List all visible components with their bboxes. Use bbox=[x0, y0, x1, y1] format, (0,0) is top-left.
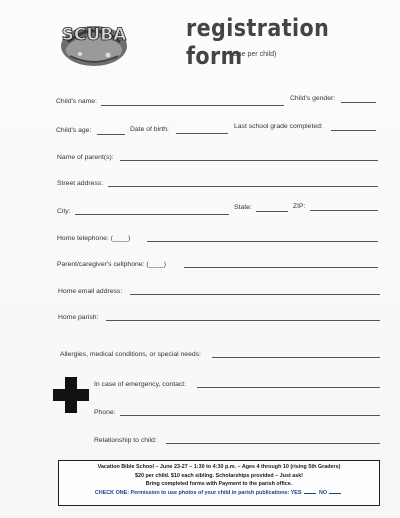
event-info-box bbox=[58, 460, 380, 506]
svg-text:SCUBA: SCUBA bbox=[61, 25, 127, 45]
parent-names-field[interactable] bbox=[120, 160, 378, 161]
child-gender-label: Child's gender: bbox=[290, 95, 336, 102]
city-field[interactable] bbox=[75, 214, 229, 215]
home-telephone-field[interactable] bbox=[147, 241, 378, 242]
emergency-contact-label: In case of emergency, contact: bbox=[94, 381, 187, 388]
email-field[interactable] bbox=[130, 294, 380, 295]
city-label: City: bbox=[57, 208, 71, 215]
cellphone-field[interactable] bbox=[184, 267, 378, 268]
submission-text: Bring completed forms with Payment to the parish office. bbox=[145, 481, 293, 488]
state-label: State: bbox=[234, 204, 252, 211]
allergies-field[interactable] bbox=[212, 357, 380, 358]
pricing-text: $20 per child. $10 each sibling. Scholarships provided – Just ask! bbox=[134, 472, 304, 479]
last-grade-field[interactable] bbox=[331, 130, 376, 131]
date-of-birth-field[interactable] bbox=[176, 133, 228, 134]
child-age-label: Child's age: bbox=[56, 127, 92, 134]
photo-permission-no-field[interactable] bbox=[329, 493, 341, 494]
child-age-field[interactable] bbox=[97, 134, 125, 135]
relationship-label: Relationship to child: bbox=[94, 437, 157, 444]
event-details-text: Vacation Bible School – June 23-27 – 1:30 to 4:30 p.m. – Ages 4 through 10 (rising 5th Graders) bbox=[97, 464, 341, 470]
emergency-contact-field[interactable] bbox=[197, 387, 380, 388]
photo-permission-row bbox=[59, 489, 379, 498]
child-name-field[interactable] bbox=[101, 105, 284, 106]
street-address-label: Street address: bbox=[57, 180, 104, 187]
email-label: Home email address: bbox=[58, 288, 123, 295]
parish-label: Home parish: bbox=[58, 314, 99, 321]
child-gender-field[interactable] bbox=[341, 102, 376, 103]
street-address-field[interactable] bbox=[108, 186, 378, 187]
photo-permission-yes-label: YES bbox=[290, 490, 302, 497]
svbs-camp-logo-icon bbox=[58, 12, 130, 70]
home-telephone-label: Home telephone: (____) bbox=[57, 235, 131, 242]
child-name-label: Child's name: bbox=[56, 98, 97, 105]
photo-permission-no-label: NO bbox=[319, 490, 328, 497]
state-field[interactable] bbox=[256, 211, 288, 212]
parent-names-label: Name of parent(s): bbox=[57, 154, 114, 161]
parish-field[interactable] bbox=[106, 320, 380, 321]
photo-permission-yes-field[interactable] bbox=[304, 493, 316, 494]
page-subtitle: (One per child) bbox=[230, 51, 277, 58]
last-grade-label: Last school grade completed: bbox=[234, 123, 323, 130]
emergency-phone-field[interactable] bbox=[120, 415, 380, 416]
medical-cross-icon bbox=[52, 376, 90, 414]
emergency-phone-label: Phone: bbox=[94, 409, 116, 416]
photo-permission-text: CHECK ONE: Permission to use photos of your child in parish publications: bbox=[94, 490, 290, 497]
date-of-birth-label: Date of birth: bbox=[130, 126, 169, 133]
relationship-field[interactable] bbox=[166, 443, 380, 444]
page-title: registration form bbox=[186, 14, 330, 70]
allergies-label: Allergies, medical conditions, or special needs: bbox=[60, 351, 201, 358]
zip-field[interactable] bbox=[310, 210, 378, 211]
zip-label: ZIP: bbox=[293, 203, 306, 210]
cellphone-label: Parent/caregiver's cellphone: (____) bbox=[57, 261, 166, 268]
